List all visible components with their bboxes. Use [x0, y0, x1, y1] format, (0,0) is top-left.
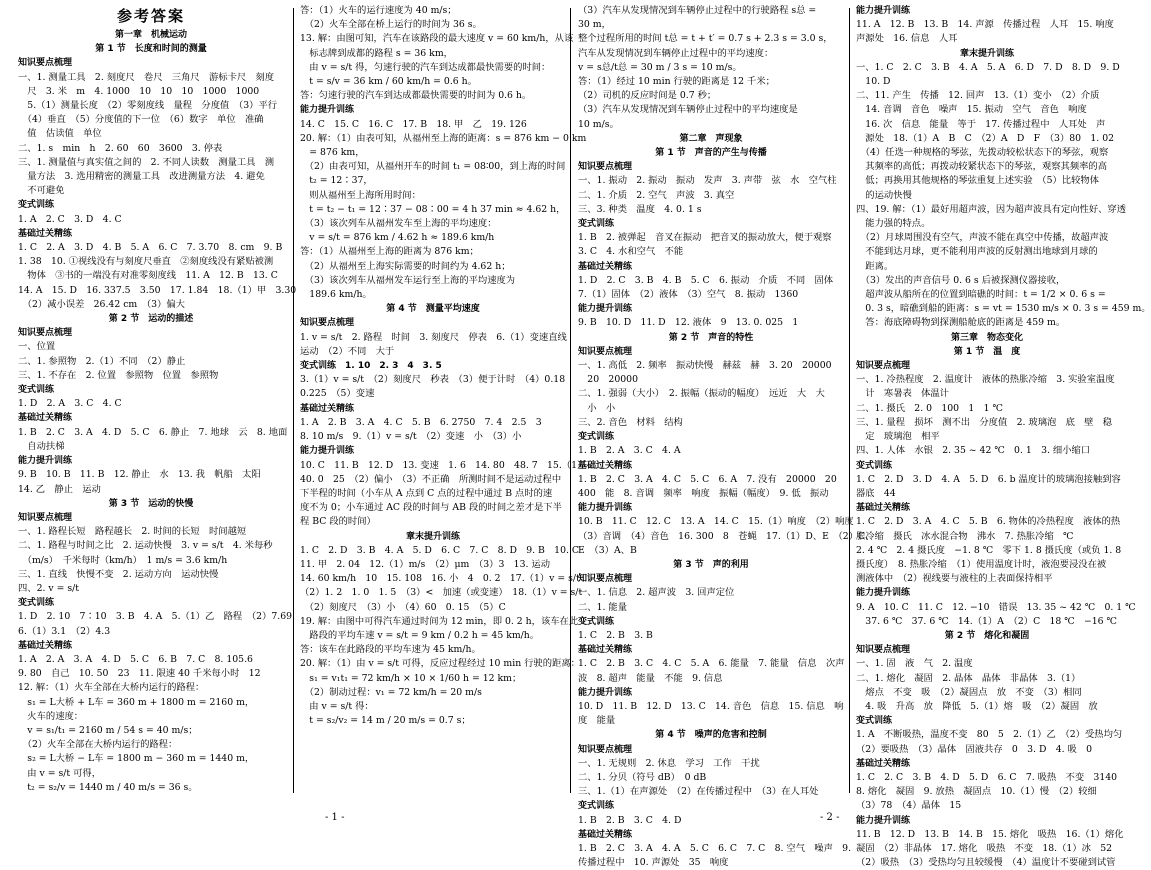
answer-line: 1. C 2. C 3. B 4. D 5. D 6. C 7. 吸热 不变 3140 [856, 771, 1118, 783]
answer-line: 一、1. 高低 2. 频率 振动快慢 赫兹 赫 3. 20 20000 [578, 360, 832, 372]
answer-line: 9. B 10. B 11. B 12. 静止 水 13. 我 帆船 太阳 [18, 469, 261, 481]
answer-line: 1. B 2. C 3. A 4. D 5. C 6. 静止 7. 地球 云 8. 地面 [18, 426, 288, 438]
subsection-heading: 变式训练 [18, 200, 55, 211]
answer-column-4 [856, 4, 1151, 869]
subsection-heading: 变式训练 [856, 716, 893, 727]
subsection-heading: 能力提升训练 [300, 446, 355, 457]
chapter-heading: 第二章 声现象 [679, 133, 743, 144]
answer-line: （2）制动过程：v₁ = 72 km/h = 20 m/s [300, 686, 482, 698]
answer-column-3 [578, 4, 875, 869]
answer-line: 定 玻璃泡 相平 [856, 431, 940, 443]
answer-line: 19. 解：由图中可得汽车通过时间为 12 min，即 0. 2 h，该车在此 [300, 615, 579, 627]
answer-line: （4）任选一种规格的琴弦，先拨动较松状态下的琴弦，观察 [856, 147, 1109, 159]
answer-line: （2）减小误差 26.42 cm （3）偏大 [18, 298, 185, 310]
answer-line: 10. C 11. B 12. D 13. 变速 1. 6 14. 80 48. 7 15.（1） [300, 459, 587, 471]
answer-line: v = s₁/t₁ = 2160 m / 54 s = 40 m/s； [18, 724, 198, 736]
answer-line: 0. 3 s，暗礁到船的距离：s = vt = 1530 m/s × 0. 3 s = 459 m。 [856, 303, 1151, 315]
answer-line: 13. 解：由图可知，汽车在该路段的最大速度 v = 60 km/h，从该 [300, 33, 574, 45]
subsection-heading: 知识要点梳理 [578, 346, 633, 357]
answer-line: 下半程的时间（小车从 A 点到 C 点的过程中通过 B 点时的速 [300, 487, 553, 499]
answer-line: 汽车从发现情况到车辆停止过程中的平均速度： [578, 47, 774, 59]
page-number-left: - 1 - [325, 812, 345, 823]
subsection-heading: 知识要点梳理 [856, 361, 911, 372]
answer-line: （2）由表可知，从福州开车的时间 t₁ = 08∶00，到上海的时间 [300, 161, 566, 173]
answer-line: 16. 次 信息 能量 等于 17. 传播过程中 人耳处 声 [856, 118, 1106, 130]
answer-line: t₂ = 12∶37， [300, 175, 373, 187]
answer-line: 5.（1）测量长度 （2）零刻度线 量程 分度值 （3）平行 [18, 100, 278, 112]
subsection-heading: 基础过关精练 [18, 640, 73, 651]
subsection-heading: 能力提升训练 [856, 815, 911, 826]
answer-line: 传播过程中 10. 声源处 35 响度 [578, 857, 729, 869]
answer-line: 3. C 4. 水和空气 不能 [578, 246, 684, 258]
answer-line: 14. A 15. D 16. 337.5 3.50 17. 1.84 18.（1）甲 3.30 [18, 284, 297, 296]
answer-line: 不可避免 [18, 185, 65, 197]
answer-line: 则从福州至上海所用时间： [300, 189, 421, 201]
subsection-heading: 能力提升训练 [18, 456, 73, 467]
answer-line: 1. C 2. D 3. D 4. A 5. D 6. b 温度计的玻璃泡接触到容 [856, 473, 1121, 485]
answer-line: （2）月球周围没有空气，声波不能在真空中传播，故超声波 [856, 232, 1109, 244]
subsection-heading: 基础过关精练 [856, 758, 911, 769]
answer-line: （3）78 （4）晶体 15 [856, 800, 962, 812]
answer-line: 凝固 （2）非晶体 17. 熔化 吸热 不变 18.（1）冰 52 [856, 842, 1113, 854]
subsection-heading: 能力提升训练 [856, 588, 911, 599]
answer-line: 1. A 2. A 3. A 4. D 5. C 6. B 7. C 8. 105.6 [18, 653, 253, 665]
subsection-heading: 能力提升训练 [300, 105, 355, 116]
subsection-heading: 能力提升训练 [578, 687, 633, 698]
answer-line: 20. 解：（1）由表可知，从福州至上海的距离：s = 876 km − 0 km [300, 132, 587, 144]
answer-line: 3.（1）v = s/t （2）刻度尺 秒表 （3）便于计时 （4）0.18 [300, 374, 566, 386]
answer-line: 1. C 2. D 3. A 4. C 5. B 6. 物体的冷热程度 液体的热 [856, 516, 1121, 528]
answer-line: （2）火车全部在桥上运行的时间为 36 s。 [300, 19, 482, 31]
subsection-heading: 基础过关精练 [578, 261, 633, 272]
section-heading: 第 1 节 温 度 [953, 346, 1021, 357]
answer-line: 1. B 2. B 3. C 4. D [578, 814, 682, 826]
answer-line: 超声波从船所在的位置到暗礁的时间：t = 1/2 × 0. 6 s = [856, 289, 1106, 301]
answer-line: 37. 6 ℃ 37. 6 ℃ 14.（1）A （2）C 18 ℃ −16 ℃ [856, 615, 1117, 627]
answer-line: 答：（1）经过 10 min 行驶的距离是 12 千米； [578, 76, 775, 88]
answer-line: 14. 乙 静止 运动 [18, 483, 101, 495]
answer-line: = 876 km， [300, 147, 365, 159]
subsection-heading: 变式训练 [18, 598, 55, 609]
answer-line: 三、1. 直线 快慢不变 2. 运动方向 运动快慢 [18, 568, 219, 580]
answer-line: 9. A 10. C 11. C 12. −10 错误 13. 35 ~ 42 ℃ 0. 1 ℃ [856, 601, 1136, 613]
answer-line: 10. B 11. C 12. C 13. A 14. C 15.（1）响度 （2）响度 [578, 516, 854, 528]
answer-line: 二、1. 能量 [578, 601, 628, 613]
answer-line: 一、1. 冷热程度 2. 温度计 液体的热胀冷缩 3. 实验室温度 [856, 374, 1115, 386]
answer-line: 1. D 2. 10 7∶10 3. B 4. A 5.（1）乙 路程 （2）7.69 [18, 611, 293, 623]
answer-line: 一、1. 无规则 2. 休息 学习 工作 干扰 [578, 757, 760, 769]
answer-line: 标志牌到成都的路程 s = 36 km， [300, 47, 453, 59]
answer-line: 波 8. 超声 能量 不能 9. 信息 [578, 672, 723, 684]
chapter-heading: 第三章 物态变化 [950, 332, 1023, 343]
answer-line: 自动扶梯 [18, 440, 65, 452]
answer-line: 一、位置 [18, 341, 56, 353]
answer-line: 1. 38 10. ①视线没有与刻度尺垂直 ②刻度线没有紧贴被测 [18, 256, 274, 268]
answer-line: （2）司机的反应时间是 0.7 秒； [578, 90, 717, 102]
section-heading: 第 2 节 熔化和凝固 [944, 630, 1030, 641]
answer-line: 1. A 不断吸热，温度不变 80 5 2.（1）乙 （2）受热均匀 [856, 729, 1123, 741]
column-divider [849, 8, 850, 793]
answer-line: 胀冷缩 摄氏 冰水混合物 沸水 7. 热胀冷缩 ℃ [856, 530, 1074, 542]
column-divider [570, 8, 571, 793]
answer-line: 12. 解：（1）火车全部在大桥内运行的路程： [18, 682, 205, 694]
answer-line: （2）从福州至上海实际需要的时间约为 4.62 h； [300, 260, 511, 272]
answer-line: 不能到达月球，更不能利用声波的反射测出地球到月球的 [856, 246, 1098, 258]
answer-line: s₁ = L大桥 + L车 = 360 m + 1800 m = 2160 m， [18, 696, 255, 708]
answer-line: 四、1. 人体 水银 2. 35 ~ 42 ℃ 0. 1 3. 细小缩口 [856, 445, 1091, 457]
answer-line: 1. A 2. B 3. A 4. C 5. B 6. 2750 7. 4 2.5 3 [300, 416, 542, 428]
subsection-heading: 知识要点梳理 [300, 318, 355, 329]
section-heading: 第 4 节 噪声的危害和控制 [655, 730, 767, 741]
subsection-heading: 基础过关精练 [856, 503, 911, 514]
answer-line: 11. B 12. D 13. B 14. B 15. 熔化 吸热 16.（1）熔化 [856, 828, 1124, 840]
answer-line: v = s总/t总 = 30 m / 3 s = 10 m/s。 [578, 61, 742, 73]
answer-line: 1. B 2. C 3. A 4. A 5. C 6. C 7. C 8. 空气 噪声 9. [578, 842, 852, 854]
answer-line: 距离。 [856, 260, 894, 272]
subsection-heading: 知识要点梳理 [578, 162, 633, 173]
answer-line: 14. C 15. C 16. C 17. B 18. 甲 乙 19. 126 [300, 118, 527, 130]
answer-line: 摄氏度） 8. 热胀冷缩 （1）使用温度计时，液泡要浸没在被 [856, 558, 1107, 570]
answer-line: 整个过程所用的时间 t总 = t + t′ = 0.7 s + 2.3 s = 3.0 s， [578, 33, 833, 45]
answer-line: 二、1. 熔化 凝固 2. 晶体 晶体 非晶体 3.（1） [856, 672, 1081, 684]
chapter-heading: 章末提升训练 [405, 531, 460, 542]
subsection-heading: 变式训练 [578, 801, 615, 812]
subsection-heading: 变式训练 [578, 219, 615, 230]
subsection-heading: 基础过关精练 [578, 460, 633, 471]
answer-line: 测液体中 （2）视线要与液柱的上表面保持相平 [856, 573, 1053, 585]
answer-line: 其频率的高低；再拨动较紧状态下的琴弦，观察其频率的高 [856, 161, 1108, 173]
answer-line: 低；再换用其他规格的琴弦重复上述实验 （5）比较物体 [856, 175, 1099, 187]
answer-line: 20 20000 [578, 374, 638, 386]
answer-line: 1. D 2. A 3. C 4. C [18, 398, 122, 410]
answer-line: 一、1. C 2. C 3. B 4. A 5. A 6. D 7. D 8. D 9. D [856, 61, 1120, 73]
answer-line: 计 寒暑表 体温计 [856, 388, 949, 400]
subsection-heading: 知识要点梳理 [18, 328, 73, 339]
subsection-heading: 变式训练 1. 10 2. 3 4 3. 5 [300, 361, 442, 372]
answer-line: 40. 0 25 （2）偏小 （3）不正确 所测时间不是运动过程中 [300, 473, 562, 485]
subsection-heading: 知识要点梳理 [856, 645, 911, 656]
answer-line: 器底 44 [856, 487, 896, 499]
answer-line: 400 能 8. 音调 频率 响度 振幅（幅度） 9. 低 振动 [578, 487, 829, 499]
answer-line: 二、1. 分贝（符号 dB） 0 dB [578, 771, 707, 783]
subsection-heading: 知识要点梳理 [578, 744, 633, 755]
answer-line: v = s/t = 876 km / 4.62 h ≈ 189.6 km/h [300, 232, 495, 244]
answer-line: （m/s） 千米每时（km/h） 1 m/s = 3.6 km/h [18, 554, 228, 566]
answer-line: 答：该车在此路段的平均车速为 45 km/h。 [300, 644, 481, 656]
answer-line: 小 小 [578, 402, 616, 414]
answer-line: 度 能量 [578, 715, 616, 727]
answer-line: 4. 吸 升高 放 降低 5.（1）熔 吸 （2）凝固 放 [856, 700, 1098, 712]
subsection-heading: 基础过关精练 [578, 645, 633, 656]
section-heading: 第 1 节 长度和时间的测量 [95, 44, 207, 55]
answer-line: 0.225 （5）变速 [300, 388, 375, 400]
answer-line: 1. B 2. C 3. A 4. C 5. C 6. A 7. 没有 20000 20 [578, 473, 837, 485]
answer-line: 1. D 2. C 3. B 4. B 5. C 6. 振动 介质 不同 固体 [578, 274, 834, 286]
answer-line: （3）音调 （4）音色 16. 300 8 苍蝇 17.（1）D、E （2）C、 [578, 530, 875, 542]
answer-line: 30 m， [578, 19, 611, 31]
answer-line: 14. 60 km/h 10 15. 108 16. 小 4 0. 2 17.（1）v = s/t [300, 573, 580, 585]
answer-column-1 [18, 4, 297, 794]
answer-line: 量方法 3. 选用精密的测量工具 改进测量方法 4. 避免 [18, 171, 265, 183]
answer-line: 度不为 0；小车通过 AC 段的时间与 AB 段的时间之差才是下半 [300, 502, 562, 514]
answer-line: （4）垂直 （5）分度值的下一位 （6）数字 单位 准确 [18, 114, 264, 126]
subsection-heading: 知识要点梳理 [18, 512, 73, 523]
answer-line: t = s₂/v₂ = 14 m / 20 m/s = 0.7 s； [300, 715, 471, 727]
page-title: 参考答案 [116, 7, 185, 25]
answer-line: s₁ = v₁t₁ = 72 km/h × 10 × 1/60 h = 12 km； [300, 672, 522, 684]
answer-line: 1. B 2. 被弹起 音叉在振动 把音叉的振动放大，便于观察 [578, 232, 832, 244]
section-heading: 第 4 节 测量平均速度 [386, 304, 480, 315]
answer-line: 物体 ③书的一端没有对准零刻度线 11. A 12. B 13. C [18, 270, 278, 282]
answer-line: 熔点 不变 吸 （2）凝固点 放 不变 （3）相同 [856, 686, 1082, 698]
answer-line: 11. 甲 2. 04 12.（1）m/s （2）μm （3）3 13. 运动 [300, 558, 551, 570]
answer-line: 三、1. 量程 损坏 测不出 分度值 2. 玻璃泡 底 壁 稳 [856, 416, 1113, 428]
answer-line: 尺 3. 米 m 4. 1000 10 10 10 1000 1000 [18, 85, 260, 97]
answer-line: 三、1.（1）在声源处 （2）在传播过程中 （3）在人耳处 [578, 786, 819, 798]
subsection-heading: 变式训练 [578, 432, 615, 443]
answer-line: 一、1. 信息 2. 超声波 3. 回声定位 [578, 587, 735, 599]
answer-line: 1. v = s/t 2. 路程 时间 3. 刻度尺 停表 6.（1）变速直线 [300, 331, 567, 343]
answer-line: t = s/v = 36 km / 60 km/h = 0.6 h。 [300, 76, 477, 88]
answer-line: 10. D [856, 76, 891, 88]
answer-line: 14. 音调 音色 噪声 15. 振动 空气 音色 响度 [856, 104, 1087, 116]
answer-line: （3）该次列车从福州发车至上海的平均速度： [300, 218, 497, 230]
answer-line: 三、3. 种类 温度 4. 0. 1 s [578, 203, 702, 215]
section-heading: 第 3 节 运动的快慢 [108, 498, 194, 509]
answer-line: 二、1. 摄氏 2. 0 100 1 1 ℃ [856, 402, 1003, 414]
answer-line: 8. 10 m/s 9.（1）v = s/t （2）变速 小 （3）小 [300, 431, 522, 443]
answer-line: 8. 熔化 凝固 9. 放热 凝固点 10.（1）慢 （2）较细 [856, 786, 1097, 798]
answer-line: 20. 解：（1）由 v = s/t 可得，反应过程经过 10 min 行驶的距离： [300, 658, 580, 670]
answer-line: 火车的速度： [18, 710, 84, 722]
answer-line: 6.（1）3.1 （2）4.3 [18, 625, 111, 637]
answer-line: 189.6 km/h。 [300, 289, 372, 301]
answer-column-2 [300, 4, 587, 794]
answer-line: 1. C 2. B 3. C 4. C 5. A 6. 能量 7. 能量 信息 次声 [578, 658, 845, 670]
subsection-heading: 知识要点梳理 [578, 574, 633, 585]
answer-line: （2）1. 2 1. 0 1. 5 （3）< 加速（或变速） 18.（1）v = s/t [300, 587, 583, 599]
subsection-heading: 能力提升训练 [856, 6, 911, 16]
subsection-heading: 知识要点梳理 [18, 58, 73, 69]
answer-line: （2）火车全部在大桥内运行的路程： [18, 739, 178, 751]
answer-line: 一、1. 路程长短 路程越长 2. 时间的长短 时间越短 [18, 526, 247, 538]
subsection-heading: 基础过关精练 [18, 228, 73, 239]
subsection-heading: 变式训练 [578, 616, 615, 627]
subsection-heading: 基础过关精练 [300, 403, 355, 414]
answer-line: （3）发出的声音信号 0. 6 s 后被探测仪器接收， [856, 274, 1066, 286]
answer-line: （3）汽车从发现情况到车辆停止过程中的平均速度是 [578, 104, 798, 116]
answer-line: 路段的平均车速 v = s/t = 9 km / 0.2 h = 45 km/h。 [300, 629, 540, 641]
answer-line: 1. C 2. B 3. B [578, 629, 653, 641]
answer-line: （2）吸热 （3）受热均匀且较缓慢 （4）温度计不要碰到试管 [856, 857, 1116, 869]
answer-line: 二、1. s min h 2. 60 60 3600 3. 停表 [18, 142, 223, 154]
answer-line: 值 估读值 单位 [18, 128, 102, 140]
answer-line: 程 BC 段的时间） [300, 516, 376, 528]
answer-line: 由 v = s/t 可得， [18, 767, 101, 779]
answer-line: （2）刻度尺 （3）小 （4）60 0. 15 （5）C [300, 601, 506, 613]
page-number-right: - 2 - [820, 812, 840, 823]
answer-line: 二、1. 路程与时间之比 2. 运动快慢 3. v = s/t 4. 米每秒 [18, 540, 273, 552]
column-divider [293, 8, 294, 793]
answer-line: 答：（1）火车的运行速度为 40 m/s； [300, 5, 457, 16]
answer-line: 源处 18.（1）A B C （2）A D F （3）80 1. 02 [856, 132, 1115, 144]
section-heading: 第 1 节 声音的产生与传播 [655, 148, 767, 159]
subsection-heading: 基础过关精练 [18, 413, 73, 424]
answer-line: 1. A 2. C 3. D 4. C [18, 213, 122, 225]
answer-line: 一、1. 固 液 气 2. 温度 [856, 658, 973, 670]
subsection-heading: 变式训练 [18, 385, 55, 396]
answer-line: 1. C 2. D 3. B 4. A 5. D 6. C 7. C 8. D 9. B 10. C [300, 544, 580, 556]
answer-line: （3）该次列车从福州发车运行至上海的平均速度为 [300, 274, 516, 286]
answer-line: 答：匀速行驶的汽车到达成都最快需要的时间为 0.6 h。 [300, 90, 532, 102]
answer-line: 三、1. 不存在 2. 位置 参照物 位置 参照物 [18, 369, 219, 381]
answer-line: 运动 （2）不同 大于 [300, 345, 395, 357]
subsection-heading: 基础过关精练 [578, 829, 633, 840]
chapter-heading: 第一章 机械运动 [114, 30, 187, 40]
answer-line: 9. 80 自己 10. 50 23 11. 限速 40 千米每小时 12 [18, 668, 261, 680]
answer-line: 一、1. 振动 2. 振动 振动 发声 3. 声带 弦 水 空气柱 [578, 175, 837, 187]
answer-line: 答：海底障碍物到探测船舱底的距离是 459 m。 [856, 317, 1066, 329]
answer-line: 10 m/s。 [578, 118, 619, 130]
answer-line: 7.（1）固体 （2）液体 （3）空气 8. 振动 1360 [578, 289, 799, 301]
answer-line: 9. B 10. D 11. D 12. 液体 9 13. 0. 025 1 [578, 317, 799, 329]
answer-line: 10. D 11. B 12. D 13. C 14. 音色 信息 15. 信息 响 [578, 700, 844, 712]
answer-line: 声源处 16. 信息 人耳 [856, 33, 958, 45]
answer-line: 由 v = s/t 得： [300, 700, 374, 712]
section-heading: 第 2 节 运动的描述 [108, 314, 194, 325]
answer-line: 二、1. 介质 2. 空气 声波 3. 真空 [578, 189, 735, 201]
answer-line: 能力强的特点。 [856, 218, 931, 230]
answer-line: 的运动快慢 [856, 189, 912, 201]
answer-line: 四、2. v = s/t [18, 582, 80, 594]
answer-line: 二、1. 参照物 2.（1）不同 （2）静止 [18, 355, 186, 367]
answer-line: t = t₂ − t₁ = 12∶37 − 08∶00 = 4 h 37 min ≈ 4.62 h， [300, 203, 566, 215]
answer-line: 二、11. 产生 传播 12. 回声 13.（1）变小 （2）介质 [856, 90, 1100, 102]
answer-line: 答：（1）从福州至上海的距离为 876 km； [300, 246, 479, 258]
subsection-heading: 变式训练 [856, 460, 893, 471]
answer-line: 由 v = s/t 得，匀速行驶的汽车到达成都最快需要的时间： [300, 61, 551, 73]
answer-line: 一、1. 测量工具 2. 刻度尺 卷尺 三角尺 游标卡尺 刻度 [18, 71, 275, 83]
subsection-heading: 能力提升训练 [578, 304, 633, 315]
answer-line: 三、2. 音色 材料 结构 [578, 416, 683, 428]
answer-line: 11. A 12. B 13. B 14. 声源 传播过程 人耳 15. 响度 [856, 19, 1114, 31]
answer-line: （3）汽车从发现情况到车辆停止过程中的行驶路程 s总 = [578, 5, 817, 16]
subsection-heading: 能力提升训练 [578, 503, 633, 514]
answer-line: 1. C 2. A 3. D 4. B 5. A 6. C 7. 3.70 8. cm 9. B [18, 242, 283, 254]
answer-line: 二、1. 强弱（大小） 2. 振幅（振动的幅度） 远近 大 大 [578, 388, 825, 400]
answer-line: t₂ = s₂/v = 1440 m / 40 m/s = 36 s。 [18, 781, 198, 793]
answer-line: 1. B 2. A 3. C 4. A [578, 445, 681, 457]
answer-line: E （3）A、B [578, 544, 637, 556]
answer-line: 三、1. 测量值与真实值之间的 2. 不同人读数 测量工具 测 [18, 156, 275, 168]
chapter-heading: 章末提升训练 [959, 48, 1014, 59]
section-heading: 第 2 节 声音的特性 [668, 332, 754, 343]
answer-line: （2）要吸热 （3）晶体 固液共存 0 3. D 4. 吸 0 [856, 743, 1093, 755]
answer-line: 四、19. 解：（1）最好用超声波，因为超声波具有定向性好、穿透 [856, 203, 1127, 215]
answer-line: 2. 4 ℃ 2. 4 摄氏度 −1. 8 ℃ 零下 1. 8 摄氏度（或负 1. 8 [856, 544, 1122, 556]
answer-line: s₂ = L大桥 − L车 = 1800 m − 360 m = 1440 m， [18, 753, 255, 765]
section-heading: 第 3 节 声的利用 [673, 559, 749, 570]
